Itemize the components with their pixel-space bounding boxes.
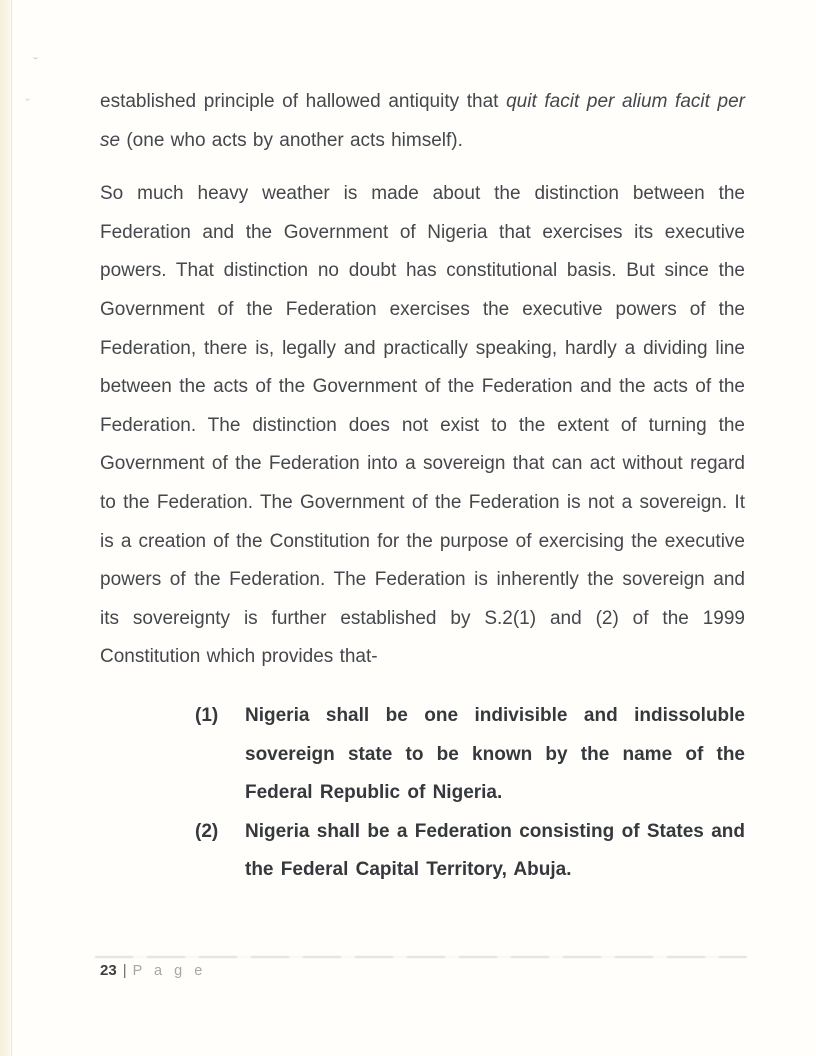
paragraph-text: established principle of hallowed antiquity that <box>100 91 507 112</box>
list-item-number: (1) <box>195 704 219 726</box>
scan-speck-icon: ⌄ <box>31 53 41 61</box>
latin-maxim-italic: quit facit per alium facit per se <box>100 91 745 151</box>
list-item-text: Nigeria shall be a Federation consisting of States and the Federal Capital Territory, Abuja. <box>245 820 745 881</box>
footer-page-label: P a g e <box>132 963 207 979</box>
paragraph-federation-distinction: So much heavy weather is made about the distinction between the Federation and the Government of Nigeria that exercises its executive powers. That distinction no doubt has constitutional basis. But since the Government of the Federation exercises the executive powers of the Federation, there is, legally and practically speaking, hardly a dividing line between the acts of the Government of the Federation and the acts of the Federation. The distinction does not exist to the extent of turning the Government of the Federation into a sovereign that can act without regard to the Federation. The Government of the Federation is not a sovereign. It is a creation of the Constitution for the purpose of exercising the executive powers of the Federation. The Federation is inherently the sovereign and its sovereignty is further established by S.2(1) and (2) of the 1999 Constitution which provides that- <box>100 183 745 668</box>
list-item <box>195 697 745 813</box>
scan-speck-icon: ⌄ <box>23 93 33 103</box>
page-number: 23 <box>100 962 117 979</box>
scanned-page-edge-line <box>11 0 12 1056</box>
page-body <box>100 83 745 890</box>
page-footer <box>100 962 206 979</box>
paragraph-latin-maxim <box>100 83 745 160</box>
footer-separator-line <box>95 956 747 958</box>
list-item <box>195 813 745 890</box>
constitution-provisions-list <box>100 697 745 890</box>
list-item-text: Nigeria shall be one indivisible and indissoluble sovereign state to be known by the name of the Federal Republic of Nigeria. <box>245 704 745 804</box>
paragraph-text: (one who acts by another acts himself). <box>120 129 463 151</box>
footer-divider: | <box>122 962 127 979</box>
list-item-number: (2) <box>195 820 219 842</box>
